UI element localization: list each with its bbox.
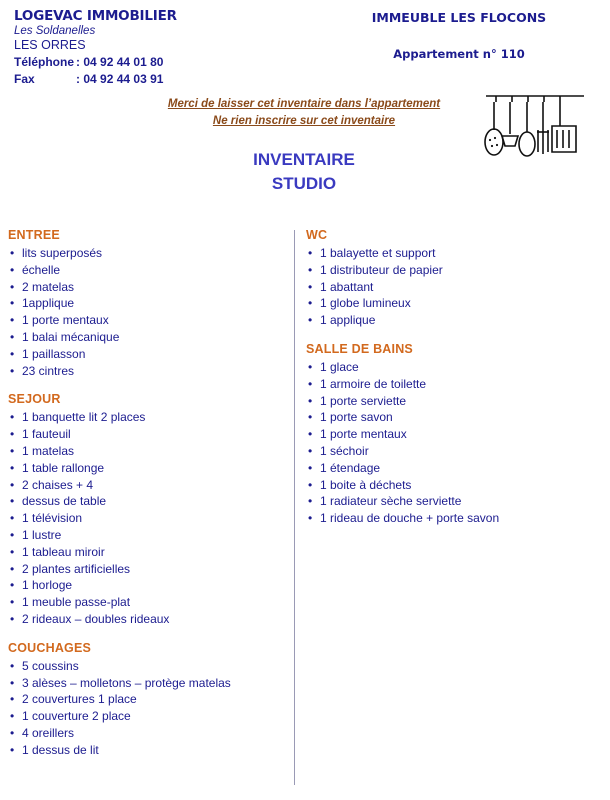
bullet-icon: • [308, 494, 313, 509]
item-label: 1 matelas [22, 443, 75, 458]
item-label: 1 porte savon [320, 410, 393, 425]
item-label: 1 tableau miroir [22, 544, 105, 559]
document-title [164, 148, 444, 196]
bullet-icon: • [308, 376, 313, 391]
item-label: lits superposés [22, 246, 103, 260]
section-item-list [8, 658, 290, 759]
bullet-icon: • [10, 611, 15, 626]
list-item [8, 675, 290, 692]
phone-separator: : [76, 55, 80, 69]
item-label: 1 distributeur de papier [320, 262, 443, 277]
bullet-icon: • [10, 363, 15, 378]
notice-line-2: Ne rien inscrire sur cet inventaire [212, 115, 396, 127]
section-title: ENTREE [8, 228, 60, 242]
list-item [8, 312, 290, 329]
item-label: 2 matelas [22, 279, 75, 294]
item-label: échelle [22, 262, 61, 277]
fax-label: Fax [14, 72, 35, 86]
item-label: 2 chaises + 4 [22, 477, 94, 492]
list-item [306, 477, 596, 494]
bullet-icon: • [10, 313, 15, 328]
item-label: 1 balayette et support [320, 246, 436, 260]
section-item-list [8, 245, 290, 379]
item-label: 1 étendage [320, 460, 381, 475]
list-item [8, 708, 290, 725]
item-label: 1applique [22, 296, 75, 311]
item-label: 2 plantes artificielles [22, 561, 131, 576]
list-item [8, 460, 290, 477]
item-label: 1 boite à déchets [320, 477, 412, 492]
item-label: 1 porte serviette [320, 393, 407, 408]
section-sejour [8, 392, 290, 627]
bullet-icon: • [308, 477, 313, 492]
item-label: 1 dessus de lit [22, 742, 99, 757]
item-label: 1 porte mentaux [22, 313, 109, 328]
list-item [306, 312, 596, 329]
item-label: 1 radiateur sèche serviette [320, 494, 462, 509]
fax-separator: : [76, 72, 80, 86]
bullet-icon: • [308, 359, 313, 374]
list-item [8, 245, 290, 262]
bullet-icon: • [10, 511, 15, 526]
bullet-icon: • [10, 692, 15, 707]
list-item [306, 376, 596, 393]
bullet-icon: • [10, 427, 15, 442]
item-label: 5 coussins [22, 658, 79, 673]
column-divider [294, 230, 295, 785]
kitchen-utensils-icon [480, 86, 590, 172]
item-label: 1 fauteuil [22, 427, 71, 442]
property-block [359, 10, 559, 61]
item-label: 2 couvertures 1 place [22, 692, 137, 707]
phone-label: Téléphone [14, 55, 75, 69]
list-item [306, 295, 596, 312]
bullet-icon: • [308, 511, 313, 526]
list-item [306, 245, 596, 262]
bullet-icon: • [10, 460, 15, 475]
bullet-icon: • [308, 393, 313, 408]
item-label: 1 armoire de toilette [320, 376, 427, 391]
phone-value: 04 92 44 01 80 [83, 55, 164, 69]
list-item [8, 329, 290, 346]
list-item [8, 493, 290, 510]
bullet-icon: • [308, 443, 313, 458]
item-label: 3 alèses – molletons – protège matelas [22, 675, 231, 690]
notice-block [134, 96, 474, 130]
fax-value: 04 92 44 03 91 [83, 72, 164, 86]
list-item [306, 262, 596, 279]
section-item-list [8, 409, 290, 627]
title-line-1: INVENTAIRE [253, 150, 355, 169]
bullet-icon: • [308, 427, 313, 442]
bullet-icon: • [10, 675, 15, 690]
bullet-icon: • [308, 460, 313, 475]
list-item [8, 544, 290, 561]
list-item [306, 510, 596, 527]
bullet-icon: • [308, 296, 313, 311]
section-couchages [8, 641, 290, 759]
bullet-icon: • [10, 658, 15, 673]
address-line-2: LES ORRES [14, 38, 86, 52]
list-item [8, 477, 290, 494]
item-label: 1 table rallonge [22, 460, 105, 475]
bullet-icon: • [10, 494, 15, 509]
list-item [8, 742, 290, 759]
list-item [8, 510, 290, 527]
notice-line-1: Merci de laisser cet inventaire dans l’appartement [167, 98, 441, 110]
list-item [306, 460, 596, 477]
item-label: 1 télévision [22, 511, 83, 526]
item-label: 23 cintres [22, 363, 75, 378]
list-item [8, 725, 290, 742]
left-column [8, 228, 290, 772]
list-item [8, 346, 290, 363]
bullet-icon: • [10, 296, 15, 311]
item-label: 1 globe lumineux [320, 296, 411, 311]
bullet-icon: • [10, 578, 15, 593]
right-column [306, 228, 596, 540]
title-line-2: STUDIO [271, 174, 337, 193]
list-item [8, 594, 290, 611]
section-item-list [306, 359, 596, 527]
list-item [8, 527, 290, 544]
bullet-icon: • [10, 262, 15, 277]
item-label: 1 lustre [22, 527, 62, 542]
list-item [306, 426, 596, 443]
list-item [306, 409, 596, 426]
item-label: 1 rideau de douche + porte savon [320, 511, 500, 526]
list-item [8, 691, 290, 708]
bullet-icon: • [10, 410, 15, 425]
bullet-icon: • [10, 246, 15, 260]
bullet-icon: • [10, 595, 15, 610]
bullet-icon: • [308, 246, 313, 260]
apartment-number: Appartement n° 110 [393, 47, 525, 61]
building-name: IMMEUBLE LES FLOCONS [371, 10, 547, 25]
list-item [8, 295, 290, 312]
bullet-icon: • [10, 527, 15, 542]
item-label: 1 couverture 2 place [22, 709, 131, 724]
bullet-icon: • [308, 410, 313, 425]
list-item [8, 426, 290, 443]
item-label: 1 balai mécanique [22, 329, 120, 344]
section-salle-de-bains [306, 342, 596, 527]
agency-block [14, 8, 344, 86]
bullet-icon: • [10, 443, 15, 458]
item-label: 1 séchoir [320, 443, 369, 458]
bullet-icon: • [10, 544, 15, 559]
list-item [8, 409, 290, 426]
item-label: 1 abattant [320, 279, 374, 294]
list-item [306, 393, 596, 410]
section-title: SALLE DE BAINS [306, 341, 413, 356]
item-label: 1 porte mentaux [320, 427, 407, 442]
item-label: 4 oreillers [22, 725, 75, 740]
item-label: 2 rideaux – doubles rideaux [22, 611, 170, 626]
section-title: SEJOUR [8, 392, 61, 407]
section-title: COUCHAGES [8, 640, 92, 655]
bullet-icon: • [10, 742, 15, 757]
bullet-icon: • [10, 561, 15, 576]
bullet-icon: • [10, 709, 15, 724]
item-label: 1 meuble passe-plat [22, 595, 131, 610]
bullet-icon: • [10, 329, 15, 344]
phone-row [14, 55, 344, 69]
fax-row [14, 72, 344, 86]
section-wc [306, 228, 596, 329]
section-item-list [306, 245, 596, 329]
item-label: 1 horloge [22, 578, 73, 593]
list-item [8, 443, 290, 460]
item-label: 1 applique [320, 313, 376, 328]
bullet-icon: • [308, 262, 313, 277]
list-item [8, 658, 290, 675]
list-item [8, 363, 290, 380]
document-header [14, 8, 596, 193]
list-item [8, 279, 290, 296]
list-item [8, 611, 290, 628]
bullet-icon: • [308, 279, 313, 294]
address-line-1: Les Soldanelles [14, 25, 96, 37]
bullet-icon: • [10, 279, 15, 294]
list-item [306, 443, 596, 460]
list-item [8, 577, 290, 594]
bullet-icon: • [10, 477, 15, 492]
bullet-icon: • [10, 725, 15, 740]
bullet-icon: • [10, 346, 15, 361]
item-label: 1 paillasson [22, 346, 86, 361]
list-item [306, 359, 596, 376]
section-title: WC [306, 228, 328, 242]
list-item [8, 262, 290, 279]
company-name: LOGEVAC IMMOBILIER [14, 8, 177, 24]
inventory-columns [0, 228, 610, 788]
list-item [8, 561, 290, 578]
item-label: 1 glace [320, 359, 359, 374]
bullet-icon: • [308, 313, 313, 328]
item-label: 1 banquette lit 2 places [22, 410, 146, 425]
item-label: dessus de table [22, 494, 107, 509]
list-item [306, 493, 596, 510]
section-entree [8, 228, 290, 379]
list-item [306, 279, 596, 296]
